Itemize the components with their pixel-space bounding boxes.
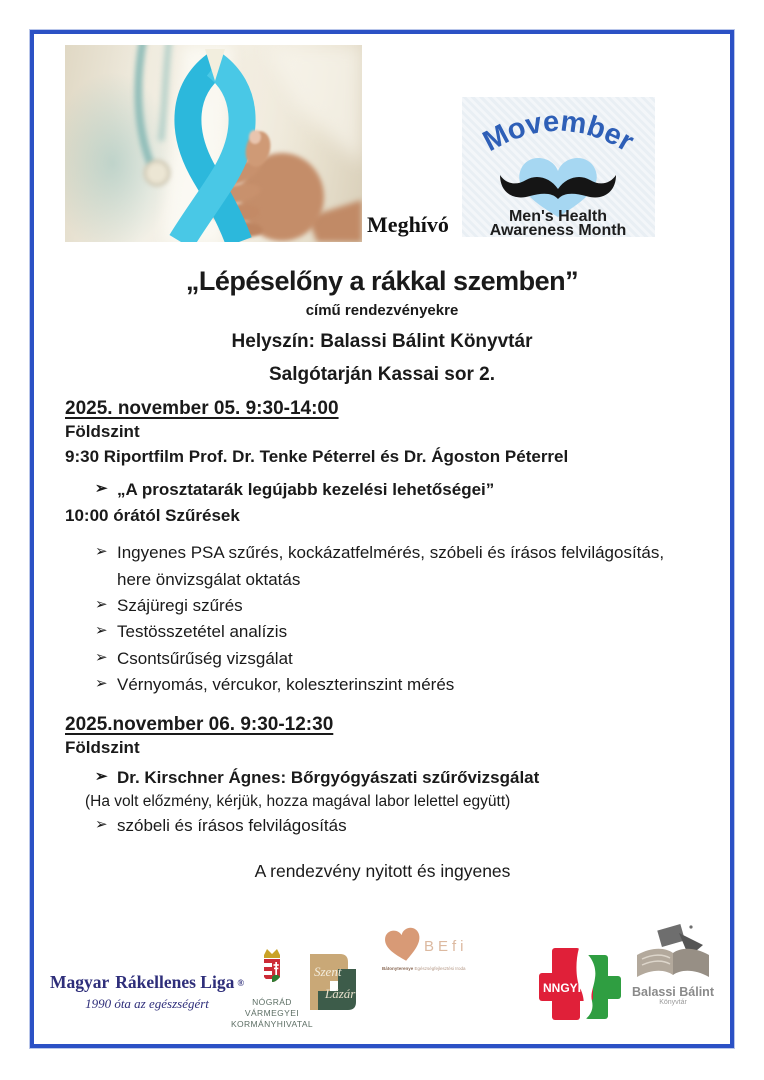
day2-exam-bullet: [65, 765, 700, 791]
day2-heading: 2025.november 06. 9:30-12:30: [65, 714, 334, 736]
arrow-bullet-icon: ➢: [95, 674, 108, 692]
arrow-bullet-icon: ➢: [95, 480, 108, 498]
screening-text: Szájüregi szűrés: [117, 595, 243, 615]
lazar-word1: Szent: [314, 964, 342, 979]
logo-szent-lazar: [300, 948, 358, 1021]
arrow-bullet-icon: ➢: [95, 816, 108, 833]
ribbon-photo: [65, 45, 362, 242]
logo-balassi-library: [623, 923, 723, 1006]
poster-frame: [30, 30, 734, 1048]
day1-program2: 10:00 órától Szűrések: [65, 505, 240, 525]
screening-text: Ingyenes PSA szűrés, kockázatfelmérés, szóbeli és írásos felvilágosítás, here önvizsgálat oktatás: [117, 543, 665, 589]
liga-prefix: Magyar: [49, 972, 110, 992]
balassi-book-icon: [629, 923, 717, 979]
logo-befi: [382, 922, 494, 971]
befi-text: [424, 922, 468, 955]
nngyk-cross-icon: [539, 938, 621, 1030]
screening-text: Testösszetétel analízis: [117, 622, 288, 642]
logo-nngyk: [539, 938, 621, 1035]
befi-heart-icon: [382, 922, 424, 966]
closing-line: A rendezvény nyitott és ingyenes: [254, 861, 511, 882]
exam-title: Dr. Kirschner Ágnes: Bőrgyógyászati szűrővizsgálat: [117, 767, 540, 787]
movember-logo: [462, 97, 655, 237]
movember-line2: Awareness Month: [489, 222, 627, 237]
info-text: szóbeli és írásos felvilágosítás: [117, 816, 347, 835]
screening-item: [65, 540, 700, 593]
film-title: „A prosztatarák legújabb kezelési lehetőségei”: [117, 480, 495, 500]
movember-logo-art: [462, 97, 655, 237]
venue-line: Helyszín: Balassi Bálint Könyvtár: [231, 331, 533, 352]
kormanyhivatal-line1: NÓGRÁD VÁRMEGYEI: [244, 997, 300, 1019]
screening-item: [65, 593, 700, 619]
befi-row: [382, 922, 494, 966]
liga-suffix: Rákellenes Liga: [115, 972, 235, 992]
event-subtitle: című rendezvényekre: [305, 302, 459, 319]
screening-text: Vérnyomás, vércukor, koleszterinszint mérés: [117, 674, 455, 694]
day1-program1: 9:30 Riportfilm Prof. Dr. Tenke Péterrel és Dr. Ágoston Péterrel: [65, 446, 569, 466]
day2-info-bullet: [65, 813, 700, 839]
arrow-bullet-icon: ➢: [95, 767, 108, 785]
kormanyhivatal-line2: KORMÁNYHIVATAL: [230, 1019, 314, 1030]
szent-lazar-cross-icon: [300, 948, 358, 1016]
screening-item: [65, 646, 700, 672]
screening-item: [65, 619, 700, 645]
liga-tagline: 1990 óta az egészségért: [85, 996, 209, 1011]
balassi-name: Balassi Bálint: [632, 985, 714, 999]
header: [34, 34, 730, 246]
arrow-bullet-icon: ➢: [95, 543, 108, 561]
day1-floor: Földszint: [65, 422, 140, 441]
balassi-sub: Könyvtár: [659, 999, 687, 1006]
address-line: Salgótarján Kassai sor 2.: [269, 364, 495, 385]
arrow-bullet-icon: ➢: [95, 595, 108, 613]
befi-tagline: [382, 966, 494, 971]
movember-line1: Men's Health: [508, 208, 608, 225]
befi-tag-bold: Bátonyterenye: [382, 966, 414, 971]
invitation-label: Meghívó: [367, 212, 449, 237]
liga-registered-mark: ®: [237, 977, 245, 988]
day1-film-bullet: [65, 477, 700, 503]
arrow-bullet-icon: ➢: [95, 622, 108, 640]
stethoscope-tube-icon: [138, 45, 151, 165]
befi-tag-rest: Egészségfejlesztési Iroda: [413, 966, 466, 971]
screening-text: Csontsűrűség vizsgálat: [117, 648, 293, 668]
liga-name: [49, 972, 245, 993]
ribbon-photo-art: [65, 45, 362, 242]
logo-magyar-rakellenes-liga: [49, 972, 245, 1012]
stethoscope-chestpiece-icon: [145, 161, 169, 185]
coat-shape-right: [265, 45, 362, 165]
movember-arch-text: Movember: [477, 105, 639, 159]
lazar-word2: Lázár: [325, 986, 356, 1001]
nngyk-label: NNGYK: [543, 981, 587, 995]
schedule: [34, 398, 730, 882]
event-title: „Lépéselőny a rákkal szemben”: [185, 266, 579, 296]
lab-note: (Ha volt előzmény, kérjük, hozza magával labor lelettel együtt): [85, 793, 511, 811]
day2-floor: Földszint: [65, 738, 140, 758]
day1-heading: 2025. november 05. 9:30-14:00: [65, 398, 339, 419]
stethoscope-tube2-icon: [161, 45, 169, 141]
screening-item: [65, 672, 700, 698]
befi-name: BEfi: [424, 938, 468, 955]
arrow-bullet-icon: ➢: [95, 648, 108, 666]
thumbnail-shape: [249, 130, 261, 144]
hungarian-coat-of-arms-icon: [257, 946, 287, 990]
